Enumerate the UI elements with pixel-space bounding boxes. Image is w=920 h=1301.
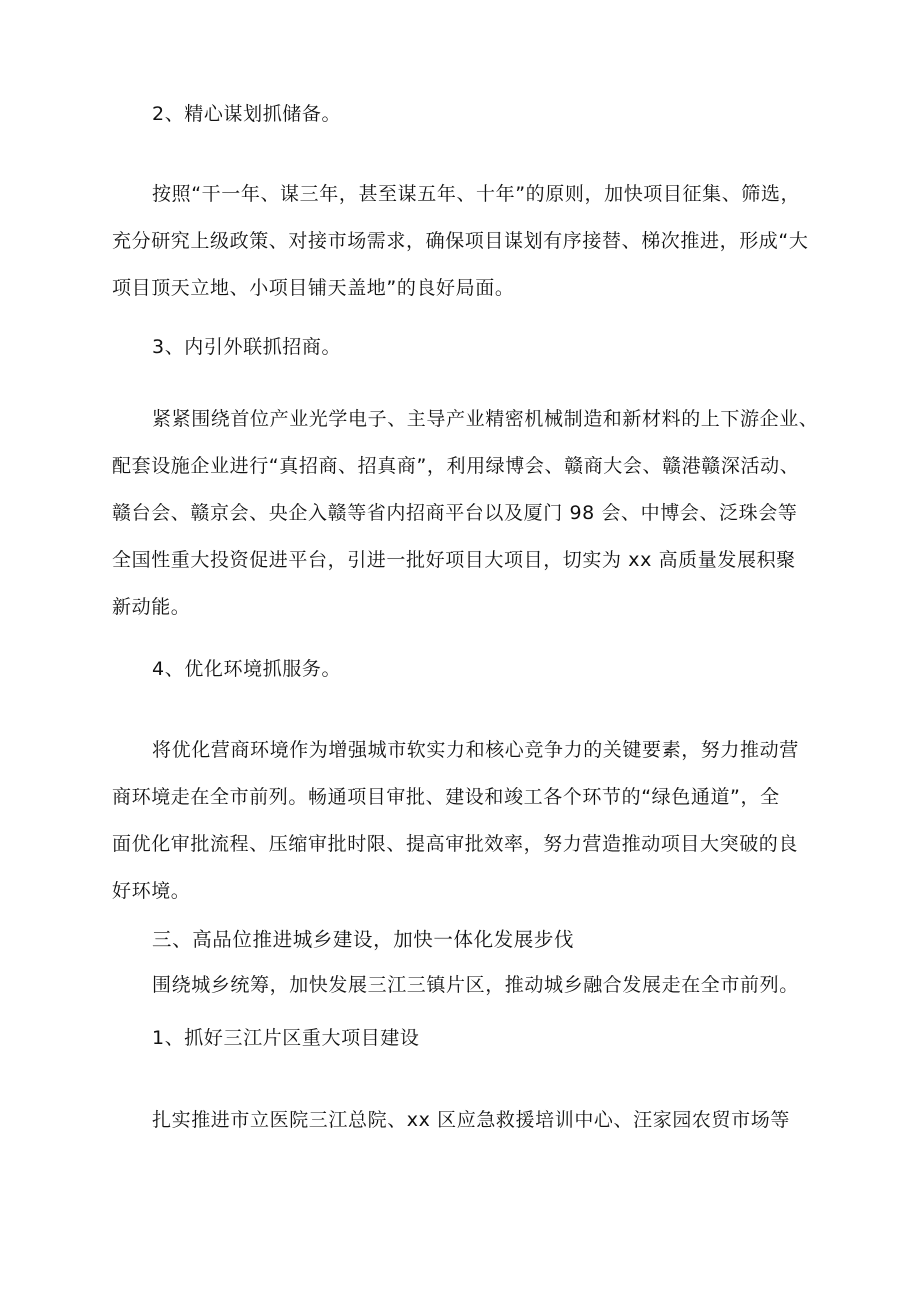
section-heading: 4、优化环境抓服务。 xyxy=(152,658,342,680)
paragraph-line: 围绕城乡统筹，加快发展三江三镇片区，推动城乡融合发展走在全市前列。 xyxy=(152,974,799,996)
paragraph-line: 新动能。 xyxy=(112,596,191,618)
section-heading: 3、内引外联抓招商。 xyxy=(152,336,342,358)
part-heading: 三、高品位推进城乡建设，加快一体化发展步伐 xyxy=(152,928,575,951)
section-heading: 1、抓好三江片区重大项目建设 xyxy=(152,1027,420,1049)
paragraph-line: 按照“干一年、谋三年，甚至谋五年、十年”的原则，加快项目征集、筛选， xyxy=(152,183,801,205)
paragraph-line: 扎实推进市立医院三江总院、xx 区应急救援培训中心、汪家园农贸市场等 xyxy=(152,1109,790,1131)
paragraph-line: 好环境。 xyxy=(112,880,191,902)
paragraph-line: 项目顶天立地、小项目铺天盖地”的良好局面。 xyxy=(112,277,515,299)
paragraph-line: 紧紧围绕首位产业光学电子、主导产业精密机械制造和新材料的上下游企业、 xyxy=(152,408,819,430)
paragraph-line: 全国性重大投资促进平台，引进一批好项目大项目，切实为 xx 高质量发展积聚 xyxy=(112,549,796,571)
paragraph-line: 配套设施企业进行“真招商、招真商”，利用绿博会、赣商大会、赣港赣深活动、 xyxy=(112,455,800,477)
paragraph-line: 商环境走在全市前列。畅通项目审批、建设和竣工各个环节的“绿色通道”，全 xyxy=(112,786,780,808)
paragraph-line: 面优化审批流程、压缩审批时限、提高审批效率，努力营造推动项目大突破的良 xyxy=(112,833,799,855)
paragraph-line: 赣台会、赣京会、央企入赣等省内招商平台以及厦门 98 会、中博会、泛珠会等 xyxy=(112,502,798,524)
paragraph-line: 将优化营商环境作为增强城市软实力和核心竞争力的关键要素，努力推动营 xyxy=(152,739,799,761)
section-heading: 2、精心谋划抓储备。 xyxy=(152,103,342,125)
paragraph-line: 充分研究上级政策、对接市场需求，确保项目谋划有序接替、梯次推进，形成“大 xyxy=(112,230,809,252)
